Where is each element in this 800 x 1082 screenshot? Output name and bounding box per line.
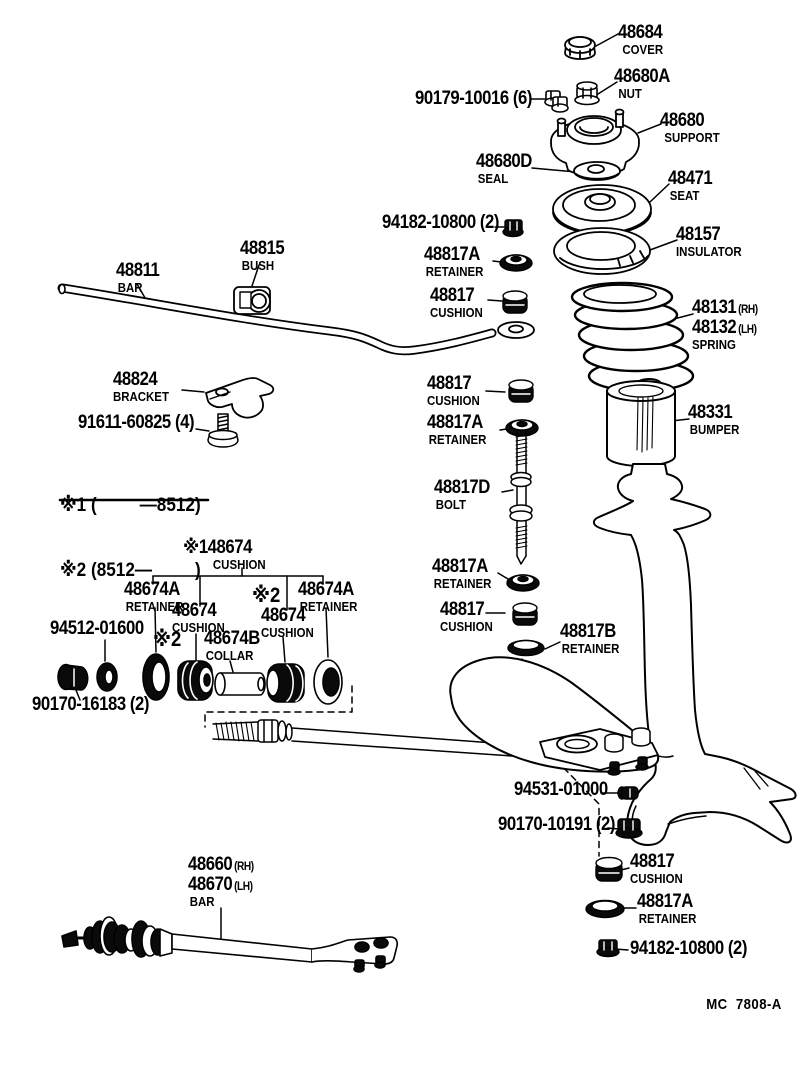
strut-bar-part (62, 917, 397, 972)
part-number: 48157 (676, 224, 721, 245)
bolt-91611-part (208, 414, 238, 447)
label-cushion-48817-4 (630, 852, 683, 885)
label-nut-48680a (614, 67, 670, 100)
label-seat (668, 169, 712, 202)
label-support (660, 111, 720, 144)
part-number: 48131 (692, 297, 737, 318)
nut-94182-bottom-part (597, 940, 619, 957)
part-name: RETAINER (638, 910, 697, 926)
part-qualifier: (LH) (234, 880, 253, 893)
part-name: RETAINER (299, 598, 358, 614)
cushion-48674-right-part (267, 664, 304, 702)
part-number: 48660 (188, 854, 233, 875)
part-number-line (188, 855, 254, 875)
part-number: 48674 (172, 600, 217, 621)
bush-part (234, 287, 270, 314)
note-mark: ※1 (183, 537, 208, 558)
part-name: BAR (189, 893, 215, 909)
label-collar (204, 629, 260, 662)
part-name: RETAINER (561, 640, 620, 656)
label-bar (116, 261, 159, 294)
bar-eye-part (498, 322, 534, 338)
part-number: 48815 (240, 238, 285, 259)
part-number-line (183, 538, 266, 558)
part-name: INSULATOR (676, 243, 742, 259)
nut-90170-16183-part (58, 665, 88, 691)
note-mark: ※2 (252, 584, 281, 607)
part-name: CUSHION (430, 304, 483, 320)
part-name: CUSHION (440, 618, 493, 634)
label-nut-94182-bottom (630, 939, 747, 959)
lower-arm-part (450, 657, 658, 775)
figure-code (698, 981, 782, 1012)
cushion-48817-3-part (513, 603, 537, 625)
part-number: 94182-10800 (2) (382, 212, 500, 233)
part-name: CUSHION (261, 624, 314, 640)
part-number-line (692, 298, 758, 318)
part-qualifier: (RH) (738, 304, 758, 316)
insulator-part (554, 228, 650, 274)
label-nut-94531 (514, 780, 608, 800)
label-retainer-48674a-right (298, 580, 357, 613)
label-retainer-48817b (560, 622, 619, 655)
retainer-48817b-part (508, 641, 544, 656)
nut-94531-part (618, 787, 638, 799)
cover-part (565, 37, 595, 59)
figure-code-text: MC 7808-A (706, 995, 782, 1013)
label-mark2-right (252, 585, 280, 607)
part-number-line (188, 875, 254, 895)
cushion-48817-1-part (503, 291, 527, 313)
part-name: SUPPORT (664, 129, 720, 145)
label-cushion-48674-main (183, 538, 266, 571)
part-number: 91611-60825 (4) (78, 412, 195, 433)
part-number: 48817A (432, 556, 488, 577)
part-number: 48674A (124, 579, 180, 600)
bolt-48817d-part (510, 432, 532, 564)
part-name: CUSHION (172, 619, 225, 635)
part-qualifier: (RH) (234, 861, 254, 873)
label-cushion-48817-3 (440, 600, 493, 633)
part-number: 48817A (637, 891, 693, 912)
nut-94182-top-part (503, 220, 523, 237)
part-number: 48680 (660, 110, 705, 131)
nut-90170-10191-part (616, 819, 642, 838)
retainer-48674a-right-part (314, 660, 342, 704)
part-name: RETAINER (428, 431, 487, 447)
collar-48674b-part (215, 673, 265, 695)
part-number: 48674 (261, 605, 306, 626)
part-number: 48811 (116, 260, 160, 281)
bracket-part (206, 378, 273, 418)
part-number: 48817 (427, 373, 472, 394)
label-nut-94182-top (382, 213, 499, 233)
bumper-part (607, 379, 675, 466)
part-name: BRACKET (113, 388, 169, 404)
label-insulator (676, 225, 742, 258)
part-qualifier: (LH) (738, 323, 757, 336)
part-name: CUSHION (212, 556, 266, 572)
label-bolt-91611 (78, 413, 194, 433)
part-number: 48674 (207, 537, 252, 558)
part-number: 48817D (434, 477, 490, 498)
part-name: BAR (117, 279, 143, 295)
part-number-line (692, 318, 758, 338)
part-number: 48684 (618, 22, 663, 43)
part-number: 48680D (476, 151, 532, 172)
label-bumper (688, 403, 739, 436)
washer-94512-part (97, 663, 117, 691)
cushion-48674-left-part (178, 661, 213, 700)
part-name: RETAINER (425, 263, 484, 279)
part-number: 48132 (692, 316, 737, 338)
note-line-1: ※1 ( —8512) (60, 493, 201, 516)
part-number: 48670 (188, 873, 233, 895)
part-number: 94182-10800 (2) (630, 938, 748, 959)
retainer-48817a-2-part (506, 420, 538, 436)
part-number: 48817B (560, 621, 616, 642)
label-cushion-48817-1 (430, 286, 483, 319)
part-number: 48674B (204, 628, 260, 649)
label-retainer-48817a-3 (432, 557, 491, 590)
retainer-48817a-3-part (507, 575, 539, 591)
label-strut-bar (188, 855, 254, 908)
part-number: 48817A (424, 244, 480, 265)
part-name: COVER (622, 41, 664, 57)
label-retainer-48817a-4 (637, 892, 696, 925)
part-name: BOLT (435, 496, 467, 512)
label-nut-90170-16183 (32, 695, 149, 715)
label-retainer-48817a-1 (424, 245, 483, 278)
spring-part (572, 283, 693, 391)
part-name: NUT (618, 85, 642, 101)
label-bracket (113, 370, 169, 403)
note-mark: ※2 (153, 628, 182, 651)
part-number: 48680A (614, 66, 670, 87)
part-number: 48331 (688, 402, 733, 423)
part-number: 48471 (668, 168, 713, 189)
part-name: COLLAR (205, 647, 254, 663)
cushion-48817-2-part (509, 380, 533, 402)
part-number: 90170-10191 (2) (498, 814, 616, 835)
label-nut-90179 (415, 89, 532, 109)
part-name: SPRING (692, 336, 736, 352)
seal-part (574, 162, 620, 180)
part-number: 90179-10016 (6) (415, 88, 533, 109)
label-mark2-left (153, 629, 181, 651)
label-cover (618, 23, 663, 56)
part-number: 48817 (440, 599, 485, 620)
label-seal (476, 152, 532, 185)
nut-48680a-part (575, 82, 599, 105)
part-name: SEAT (669, 187, 700, 203)
part-name: BUMPER (689, 421, 740, 437)
label-spring (692, 298, 758, 351)
label-retainer-48817a-2 (427, 413, 486, 446)
part-number: 48824 (113, 369, 158, 390)
nut-90179-part (545, 91, 568, 112)
part-number: 48817 (430, 285, 475, 306)
part-name: RETAINER (125, 598, 184, 614)
label-nut-90170-10191 (498, 815, 615, 835)
note-line-2: ※2 (8512— ) (60, 559, 201, 582)
part-name: CUSHION (630, 870, 683, 886)
part-number: 94512-01600 (50, 618, 144, 639)
part-number: 90170-16183 (2) (32, 694, 150, 715)
cushion-48817-4-part (596, 858, 622, 882)
label-cushion-48817-2 (427, 374, 480, 407)
label-bolt-48817d (434, 478, 490, 511)
part-name: RETAINER (433, 575, 492, 591)
part-number: 48674A (298, 579, 354, 600)
part-name: BUSH (241, 257, 275, 273)
part-name: SEAL (477, 170, 509, 186)
seat-part (553, 185, 651, 234)
retainer-48817a-4-part (586, 901, 624, 918)
part-number: 94531-01000 (514, 779, 608, 800)
label-washer-94512 (50, 619, 144, 639)
label-bush (240, 239, 284, 272)
part-number: 48817 (630, 851, 675, 872)
retainer-48817a-1-part (500, 255, 532, 271)
part-name: CUSHION (427, 392, 480, 408)
part-number: 48817A (427, 412, 483, 433)
